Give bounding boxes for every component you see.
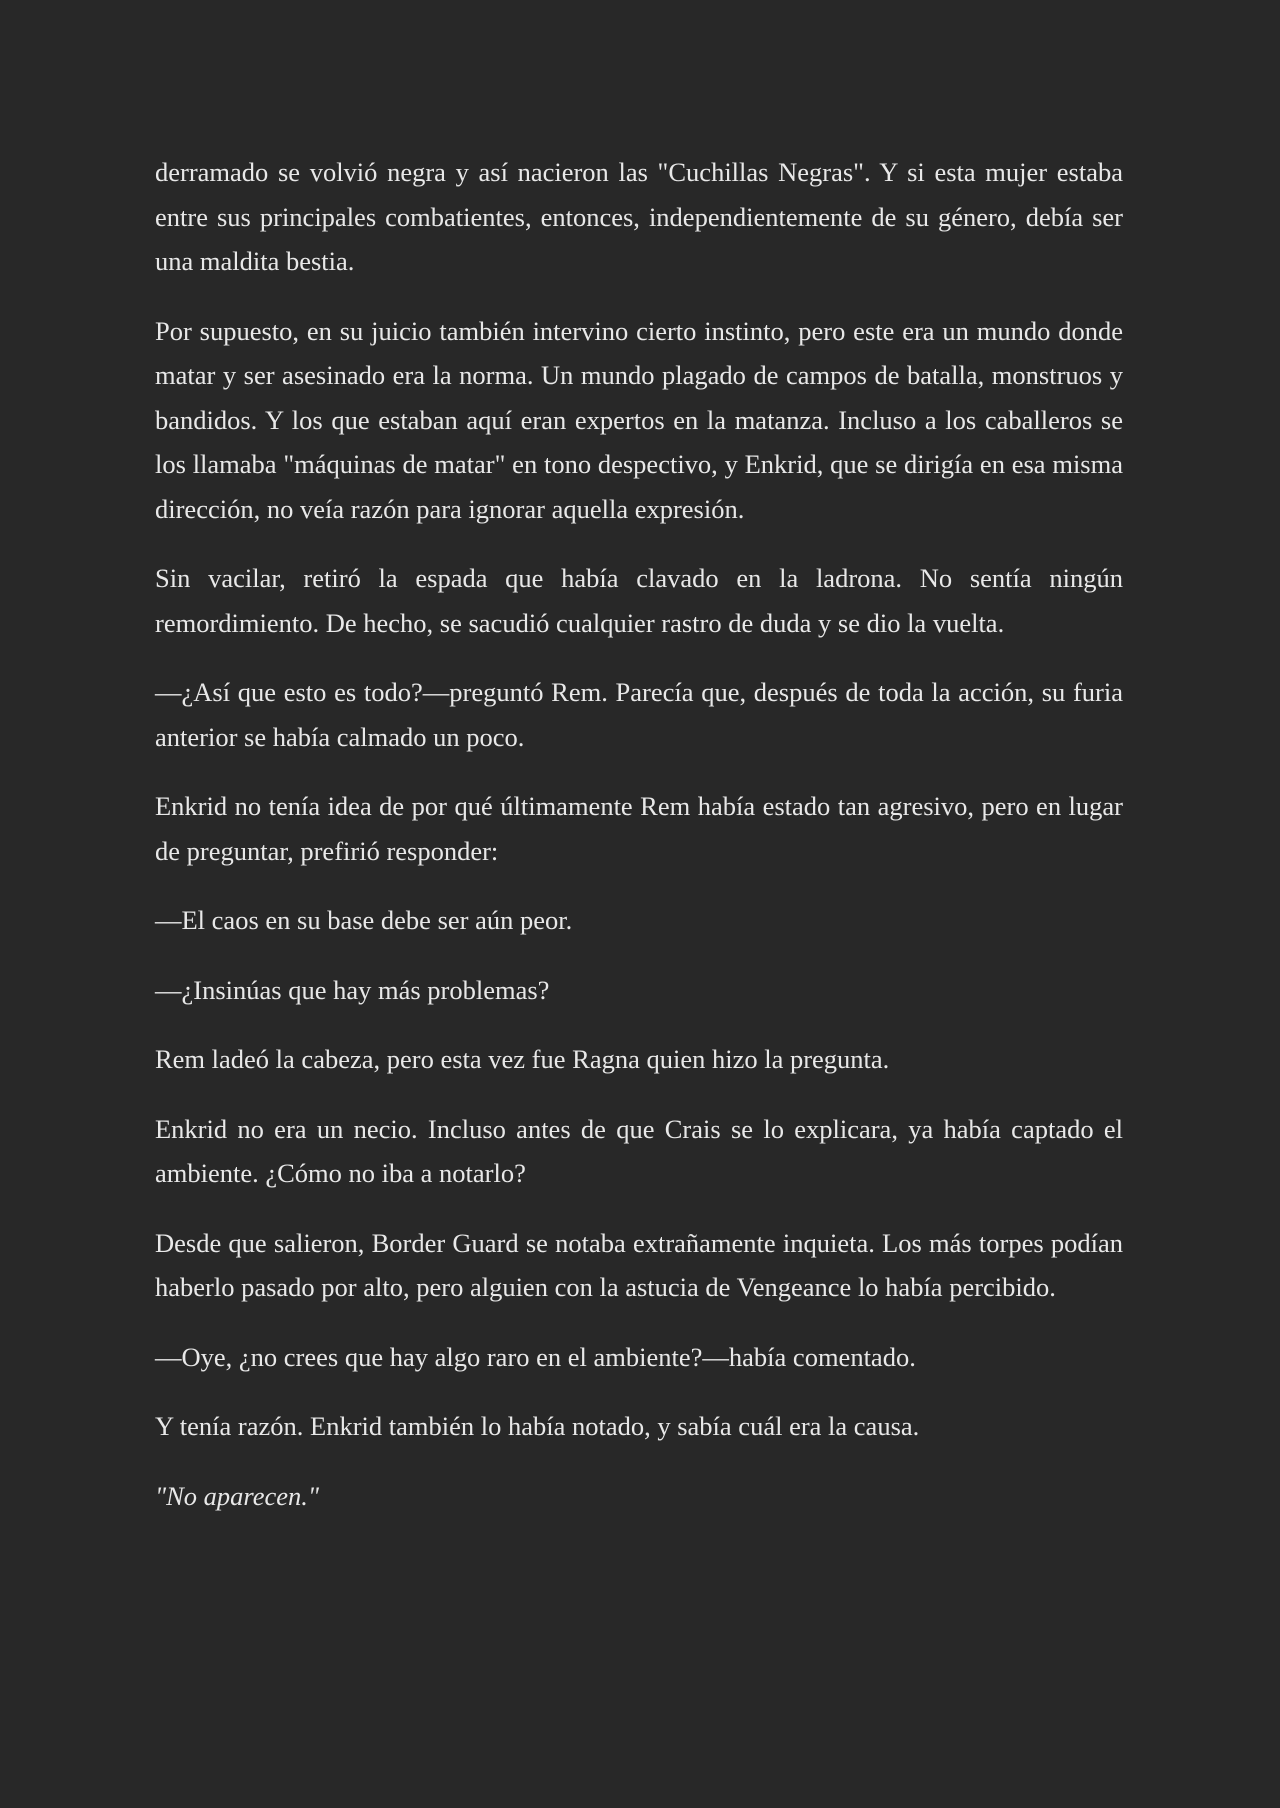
dialogue-paragraph: —El caos en su base debe ser aún peor. [155, 905, 573, 935]
dialogue-paragraph: —¿Así que esto es todo?—preguntó Rem. Parecía que, después de toda la acción, su furia anterior se había calmado un poco. [155, 677, 1123, 752]
dialogue-paragraph: —¿Insinúas que hay más problemas? [155, 974, 550, 1005]
paragraph: Y tenía razón. Enkrid también lo había notado, y sabía cuál era la causa. [155, 1411, 920, 1441]
paragraph: Desde que salieron, Border Guard se notaba extrañamente inquieta. Los más torpes podían haberlo pasado por alto, pero alguien con la astucia de Vengeance lo había percibido. [155, 1227, 1123, 1302]
paragraph: derramado se volvió negra y así nacieron las "Cuchillas Negras". Y si esta mujer estaba entre sus principales combatientes, entonces, independientemente de su género, debía ser una maldita bestia. [155, 157, 1123, 276]
paragraph: Enkrid no era un necio. Incluso antes de que Crais se lo explicara, ya había captado el ambiente. ¿Cómo no iba a notarlo? [155, 1113, 1123, 1188]
chapter-text [155, 150, 1123, 1543]
inner-thought-paragraph: "No aparecen." [155, 1480, 320, 1511]
paragraph: Enkrid no tenía idea de por qué últimamente Rem había estado tan agresivo, pero en lugar de preguntar, prefirió responder: [155, 791, 1123, 866]
dialogue-paragraph: —Oye, ¿no crees que hay algo raro en el ambiente?—había comentado. [155, 1341, 916, 1372]
paragraph: Rem ladeó la cabeza, pero esta vez fue Ragna quien hizo la pregunta. [155, 1044, 890, 1074]
paragraph: Sin vacilar, retiró la espada que había clavado en la ladrona. No sentía ningún remordimiento. De hecho, se sacudió cualquier rastro de duda y se dio la vuelta. [155, 563, 1123, 638]
paragraph: Por supuesto, en su juicio también intervino cierto instinto, pero este era un mundo donde matar y ser asesinado era la norma. Un mundo plagado de campos de batalla, monstruos y bandidos. Y los que estaban aquí eran expertos en la matanza. Incluso a los caballeros se los llamaba "máquinas de matar" en tono despectivo, y Enkrid, que se dirigía en esa misma dirección, no veía razón para ignorar aquella expresión. [155, 315, 1123, 524]
